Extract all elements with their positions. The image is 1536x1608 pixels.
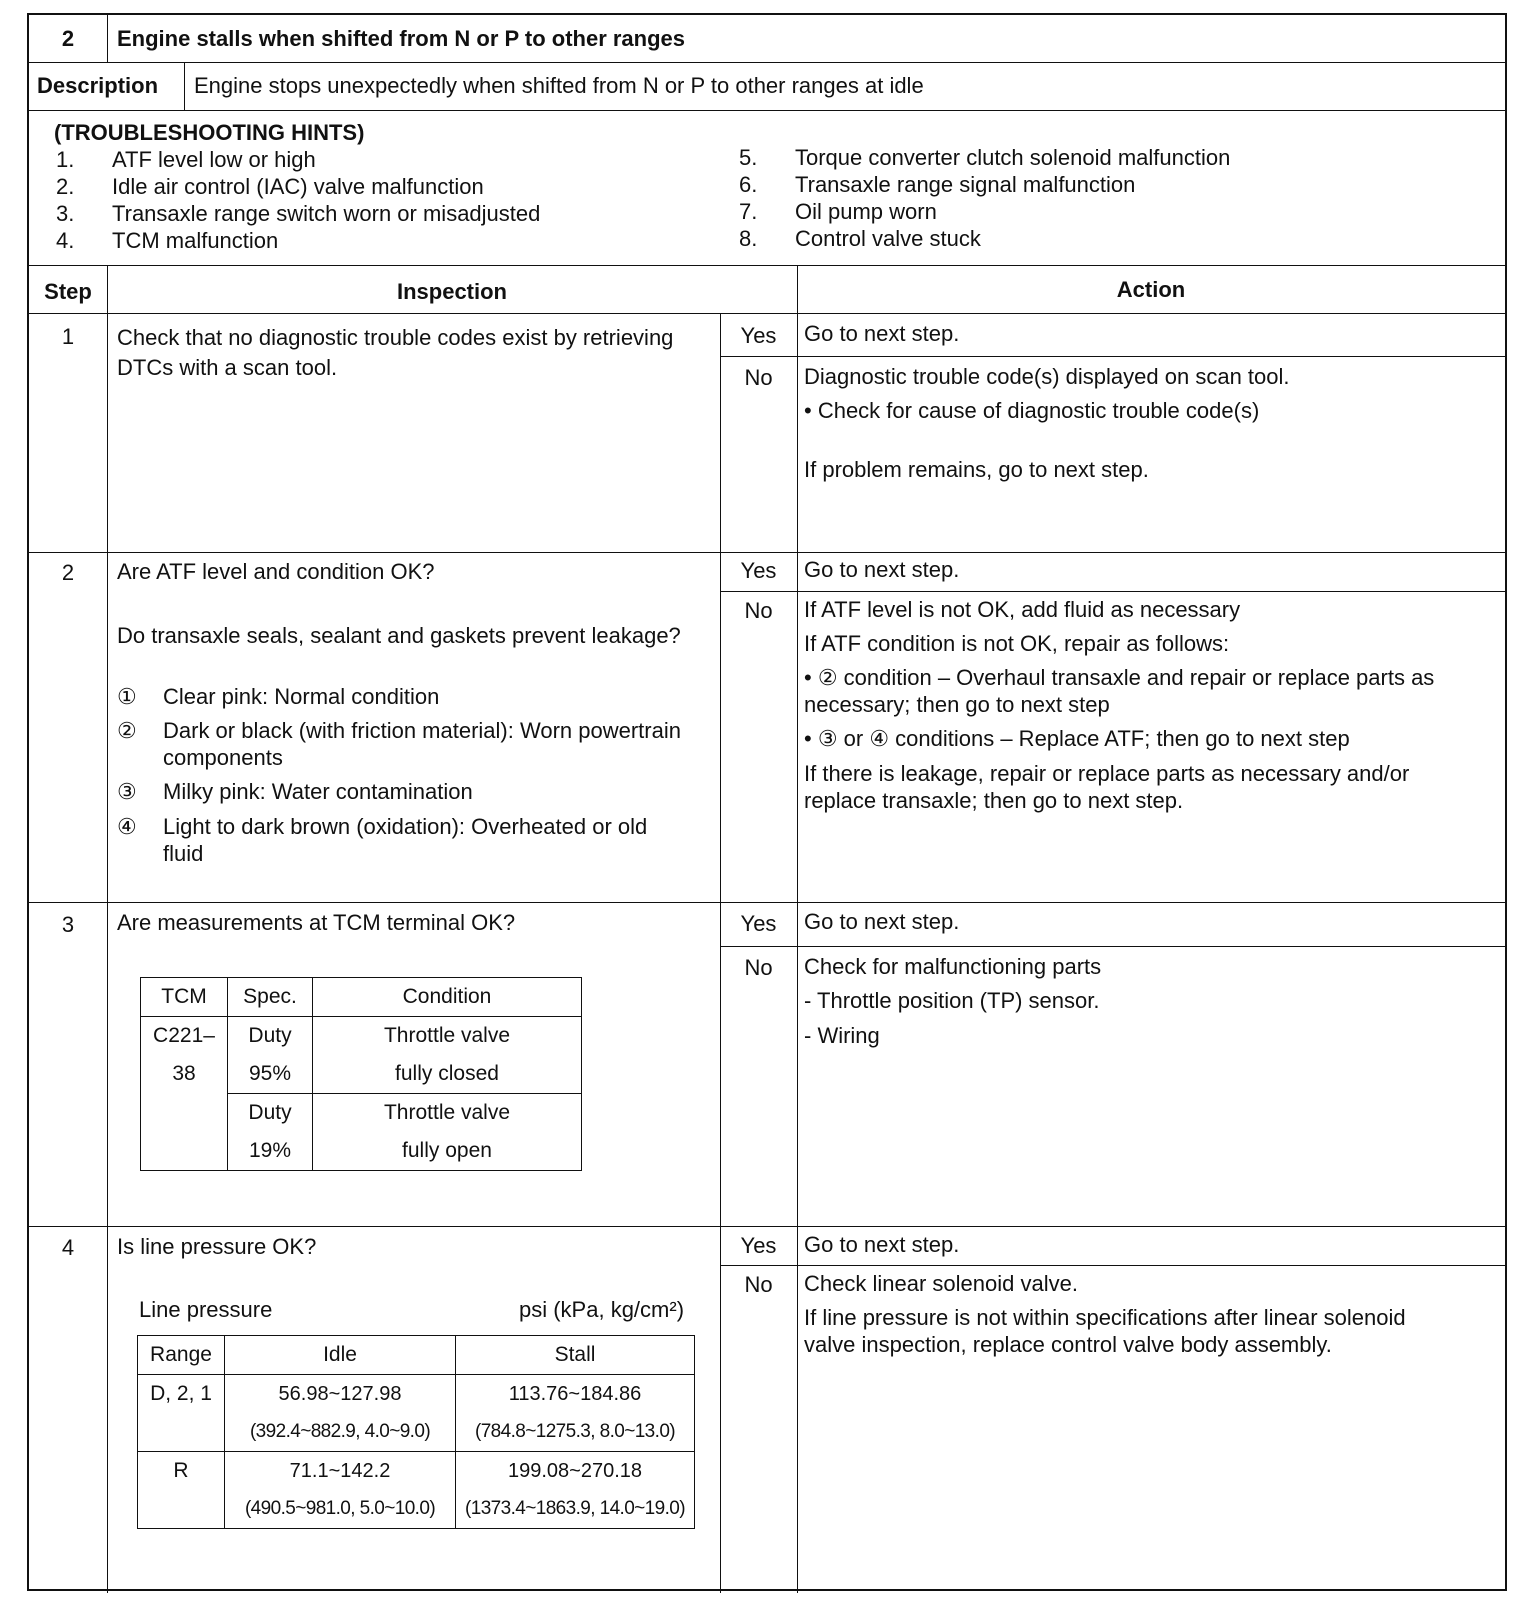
hint-number: 2. bbox=[56, 174, 75, 199]
divider bbox=[29, 265, 1505, 266]
table-header: Spec. bbox=[228, 978, 313, 1017]
no-action-line: Check for malfunctioning parts bbox=[804, 954, 1102, 979]
condition-text: Dark or black (with friction material): Worn powertrain components bbox=[163, 718, 681, 770]
pressure-units: psi (kPa, kg/cm²) bbox=[519, 1297, 685, 1322]
symptom-number: 2 bbox=[61, 26, 75, 51]
divider bbox=[107, 15, 108, 62]
no-action-line: If problem remains, go to next step. bbox=[804, 457, 1149, 482]
hint-text: Oil pump worn bbox=[795, 199, 937, 224]
description-label: Description bbox=[37, 73, 159, 98]
divider bbox=[720, 1265, 1505, 1266]
divider bbox=[29, 552, 1505, 553]
divider bbox=[797, 265, 798, 1593]
hint-text: Transaxle range signal malfunction bbox=[795, 172, 1136, 197]
inspection-text: Are measurements at TCM terminal OK? bbox=[117, 910, 516, 935]
tcm-spec-table bbox=[140, 977, 582, 1171]
pressure-label: Line pressure bbox=[139, 1297, 273, 1322]
yes-action: Go to next step. bbox=[804, 321, 960, 346]
no-action-line: If ATF level is not OK, add fluid as necessary bbox=[804, 597, 1241, 622]
step-number: 4 bbox=[61, 1235, 75, 1260]
yes-action: Go to next step. bbox=[804, 557, 960, 582]
hint-number: 7. bbox=[739, 199, 758, 224]
divider bbox=[720, 313, 721, 1593]
column-header-inspection: Inspection bbox=[396, 279, 507, 304]
symptom-title: Engine stalls when shifted from N or P to other ranges bbox=[117, 26, 686, 51]
yes-label: Yes bbox=[740, 323, 777, 348]
yes-label: Yes bbox=[740, 911, 777, 936]
no-action-line: • ③ or ④ conditions – Replace ATF; then go to next step bbox=[804, 726, 1350, 751]
inspection-text: Do transaxle seals, sealant and gaskets prevent leakage? bbox=[117, 623, 681, 648]
hint-text: ATF level low or high bbox=[112, 147, 316, 172]
divider bbox=[720, 591, 1505, 592]
hint-text: Control valve stuck bbox=[795, 226, 981, 251]
divider bbox=[184, 62, 185, 110]
divider bbox=[29, 110, 1505, 111]
hint-text: Torque converter clutch solenoid malfunction bbox=[795, 145, 1231, 170]
spec-value: 95% bbox=[228, 1055, 313, 1094]
stall-value: (1373.4~1863.9, 14.0~19.0) bbox=[456, 1490, 695, 1529]
inspection-text: Are ATF level and condition OK? bbox=[117, 559, 435, 584]
step-number: 3 bbox=[61, 912, 75, 937]
table-header: Stall bbox=[456, 1336, 695, 1375]
idle-value: (490.5~981.0, 5.0~10.0) bbox=[225, 1490, 456, 1529]
condition-value: fully open bbox=[313, 1132, 582, 1171]
idle-value: 56.98~127.98 bbox=[225, 1375, 456, 1414]
table-header: Range bbox=[138, 1336, 225, 1375]
description-text: Engine stops unexpectedly when shifted from N or P to other ranges at idle bbox=[194, 73, 924, 98]
line-pressure-table bbox=[137, 1335, 695, 1529]
terminal-line: C221– bbox=[153, 1024, 215, 1047]
condition-text: Milky pink: Water contamination bbox=[163, 779, 473, 804]
divider bbox=[29, 62, 1505, 63]
condition-value: Throttle valve bbox=[313, 1017, 582, 1056]
no-action-line: If ATF condition is not OK, repair as follows: bbox=[804, 631, 1230, 656]
no-action-line: • Check for cause of diagnostic trouble code(s) bbox=[804, 398, 1260, 423]
table-header: TCM bbox=[141, 978, 228, 1017]
hint-text: TCM malfunction bbox=[112, 228, 279, 253]
no-action-line: If there is leakage, repair or replace parts as necessary and/or replace transaxle; then go to next step. bbox=[804, 761, 1410, 813]
stall-value: (784.8~1275.3, 8.0~13.0) bbox=[456, 1413, 695, 1452]
troubleshooting-page bbox=[27, 13, 1507, 1591]
yes-action: Go to next step. bbox=[804, 909, 960, 934]
step-number: 2 bbox=[61, 560, 75, 585]
no-label: No bbox=[744, 955, 773, 980]
stall-value: 199.08~270.18 bbox=[456, 1452, 695, 1491]
range-value: D, 2, 1 bbox=[138, 1375, 225, 1452]
condition-mark: ① bbox=[117, 684, 137, 709]
no-action-line: • ② condition – Overhaul transaxle and repair or replace parts as necessary; then go to next step bbox=[804, 665, 1435, 717]
no-label: No bbox=[744, 598, 773, 623]
hint-number: 5. bbox=[739, 145, 758, 170]
column-header-step: Step bbox=[44, 279, 92, 304]
condition-mark: ② bbox=[117, 718, 137, 743]
no-action-line: Diagnostic trouble code(s) displayed on scan tool. bbox=[804, 364, 1290, 389]
hint-number: 4. bbox=[56, 228, 75, 253]
step-number: 1 bbox=[61, 324, 75, 349]
no-action-line: Check linear solenoid valve. bbox=[804, 1271, 1078, 1296]
idle-value: (392.4~882.9, 4.0~9.0) bbox=[225, 1413, 456, 1452]
hint-number: 3. bbox=[56, 201, 75, 226]
spec-value: 19% bbox=[228, 1132, 313, 1171]
condition-value: Throttle valve bbox=[313, 1094, 582, 1133]
stall-value: 113.76~184.86 bbox=[456, 1375, 695, 1414]
yes-action: Go to next step. bbox=[804, 1232, 960, 1257]
hint-text: Transaxle range switch worn or misadjusted bbox=[112, 201, 541, 226]
divider bbox=[29, 313, 1505, 314]
idle-value: 71.1~142.2 bbox=[225, 1452, 456, 1491]
inspection-text: Check that no diagnostic trouble codes exist by retrieving DTCs with a scan tool. bbox=[117, 325, 674, 380]
inspection-text: Is line pressure OK? bbox=[117, 1234, 317, 1259]
hint-number: 1. bbox=[56, 147, 75, 172]
yes-label: Yes bbox=[740, 558, 777, 583]
no-label: No bbox=[744, 365, 773, 390]
divider bbox=[720, 356, 1505, 357]
column-header-action: Action bbox=[1116, 277, 1186, 302]
condition-text: Clear pink: Normal condition bbox=[163, 684, 440, 709]
spec-value: Duty bbox=[228, 1017, 313, 1056]
divider bbox=[720, 946, 1505, 947]
condition-value: fully closed bbox=[313, 1055, 582, 1094]
condition-mark: ④ bbox=[117, 814, 137, 839]
tcm-terminal bbox=[141, 1017, 228, 1171]
hint-number: 8. bbox=[739, 226, 758, 251]
spec-value: Duty bbox=[228, 1094, 313, 1133]
condition-mark: ③ bbox=[117, 779, 137, 804]
table-header: Idle bbox=[225, 1336, 456, 1375]
terminal-line: 38 bbox=[172, 1062, 196, 1085]
condition-text: Light to dark brown (oxidation): Overheated or old fluid bbox=[163, 814, 648, 866]
divider bbox=[29, 902, 1505, 903]
no-label: No bbox=[744, 1272, 773, 1297]
table-header: Condition bbox=[313, 978, 582, 1017]
hints-heading: (TROUBLESHOOTING HINTS) bbox=[54, 120, 365, 145]
divider bbox=[29, 1226, 1505, 1227]
no-action-line: If line pressure is not within specifications after linear solenoid valve inspection, replace control valve body assembly. bbox=[804, 1305, 1406, 1357]
no-action-line: - Throttle position (TP) sensor. bbox=[804, 988, 1100, 1013]
yes-label: Yes bbox=[740, 1233, 777, 1258]
range-value: R bbox=[138, 1452, 225, 1529]
hint-text: Idle air control (IAC) valve malfunction bbox=[112, 174, 484, 199]
hint-number: 6. bbox=[739, 172, 758, 197]
no-action-line: - Wiring bbox=[804, 1023, 880, 1048]
divider bbox=[107, 265, 108, 1593]
